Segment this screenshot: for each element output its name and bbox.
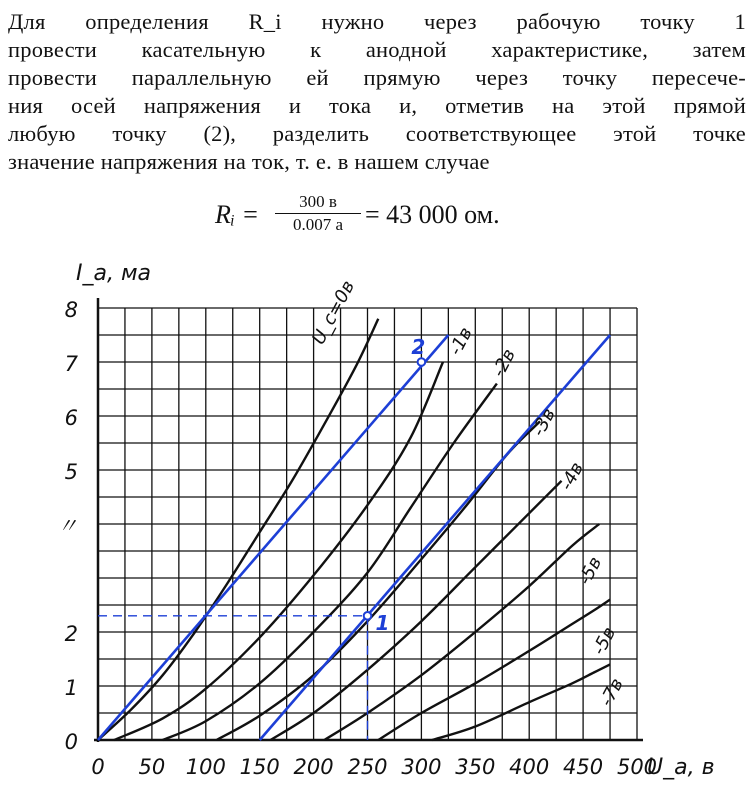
text-line: провести касательную к анодной характеристике, затем xyxy=(8,37,746,62)
x-tick-label: 150 xyxy=(239,755,280,779)
x-tick-label: 250 xyxy=(347,755,388,779)
x-tick-label: 50 xyxy=(138,755,166,779)
formula-numerator: 300 в xyxy=(275,192,361,214)
formula-denominator: 0.007 а xyxy=(292,215,344,234)
construction-line xyxy=(260,335,610,740)
x-tick-label: 400 xyxy=(509,755,550,779)
construction-line xyxy=(98,335,448,740)
formula-lhs: Rᵢ = xyxy=(215,200,260,229)
point-marker xyxy=(364,612,372,620)
curve-label: -7в xyxy=(595,674,628,710)
x-tick-label: 0 xyxy=(91,755,105,779)
point-label: 2 xyxy=(411,335,426,359)
text-line: любую точку (2), разделить соответствующее этой точке xyxy=(8,121,746,146)
x-axis-title: U_a, в xyxy=(647,755,715,780)
curve-label: -4в xyxy=(556,458,588,494)
curve-label: -1в xyxy=(445,323,477,359)
y-tick-label: 〃 xyxy=(57,514,78,538)
y-tick-label: 6 xyxy=(64,406,78,430)
y-tick-label: 7 xyxy=(64,352,78,376)
x-tick-label: 450 xyxy=(563,755,604,779)
formula-rhs: = 43 000 ом. xyxy=(365,200,500,229)
characteristic-curve xyxy=(217,421,540,740)
curve-label: -5в xyxy=(588,623,621,659)
y-tick-label: 1 xyxy=(64,676,78,700)
x-tick-label: 200 xyxy=(293,755,334,779)
text-line: провести параллельную ей прямую через точку пересече- xyxy=(8,65,746,90)
curve-label: U_c=0в xyxy=(308,277,360,349)
text-line: Для определения R_i нужно через рабочую точку 1 xyxy=(8,9,746,34)
y-tick-label: 2 xyxy=(64,622,78,646)
x-tick-label: 100 xyxy=(185,755,226,779)
y-tick-label: 5 xyxy=(64,460,78,484)
text-line: ния осей напряжения и тока и, отметив на этой прямой xyxy=(8,93,746,118)
y-axis-title: I_a, ма xyxy=(76,261,152,286)
point-label: 1 xyxy=(375,610,390,635)
x-tick-label: 500 xyxy=(616,755,658,779)
curve-label: -5в xyxy=(574,553,607,589)
curve-label: -2в xyxy=(488,345,521,381)
x-tick-label: 300 xyxy=(401,755,442,779)
y-tick-label: 8 xyxy=(64,298,78,322)
x-tick-label: 350 xyxy=(455,755,496,779)
y-tick-label: 0 xyxy=(64,730,78,754)
characteristic-curve xyxy=(98,319,378,740)
curve-label: -3в xyxy=(528,404,560,440)
text-line: значение напряжения на ток, т. е. в нашем случае xyxy=(8,149,490,174)
point-marker xyxy=(418,358,426,366)
